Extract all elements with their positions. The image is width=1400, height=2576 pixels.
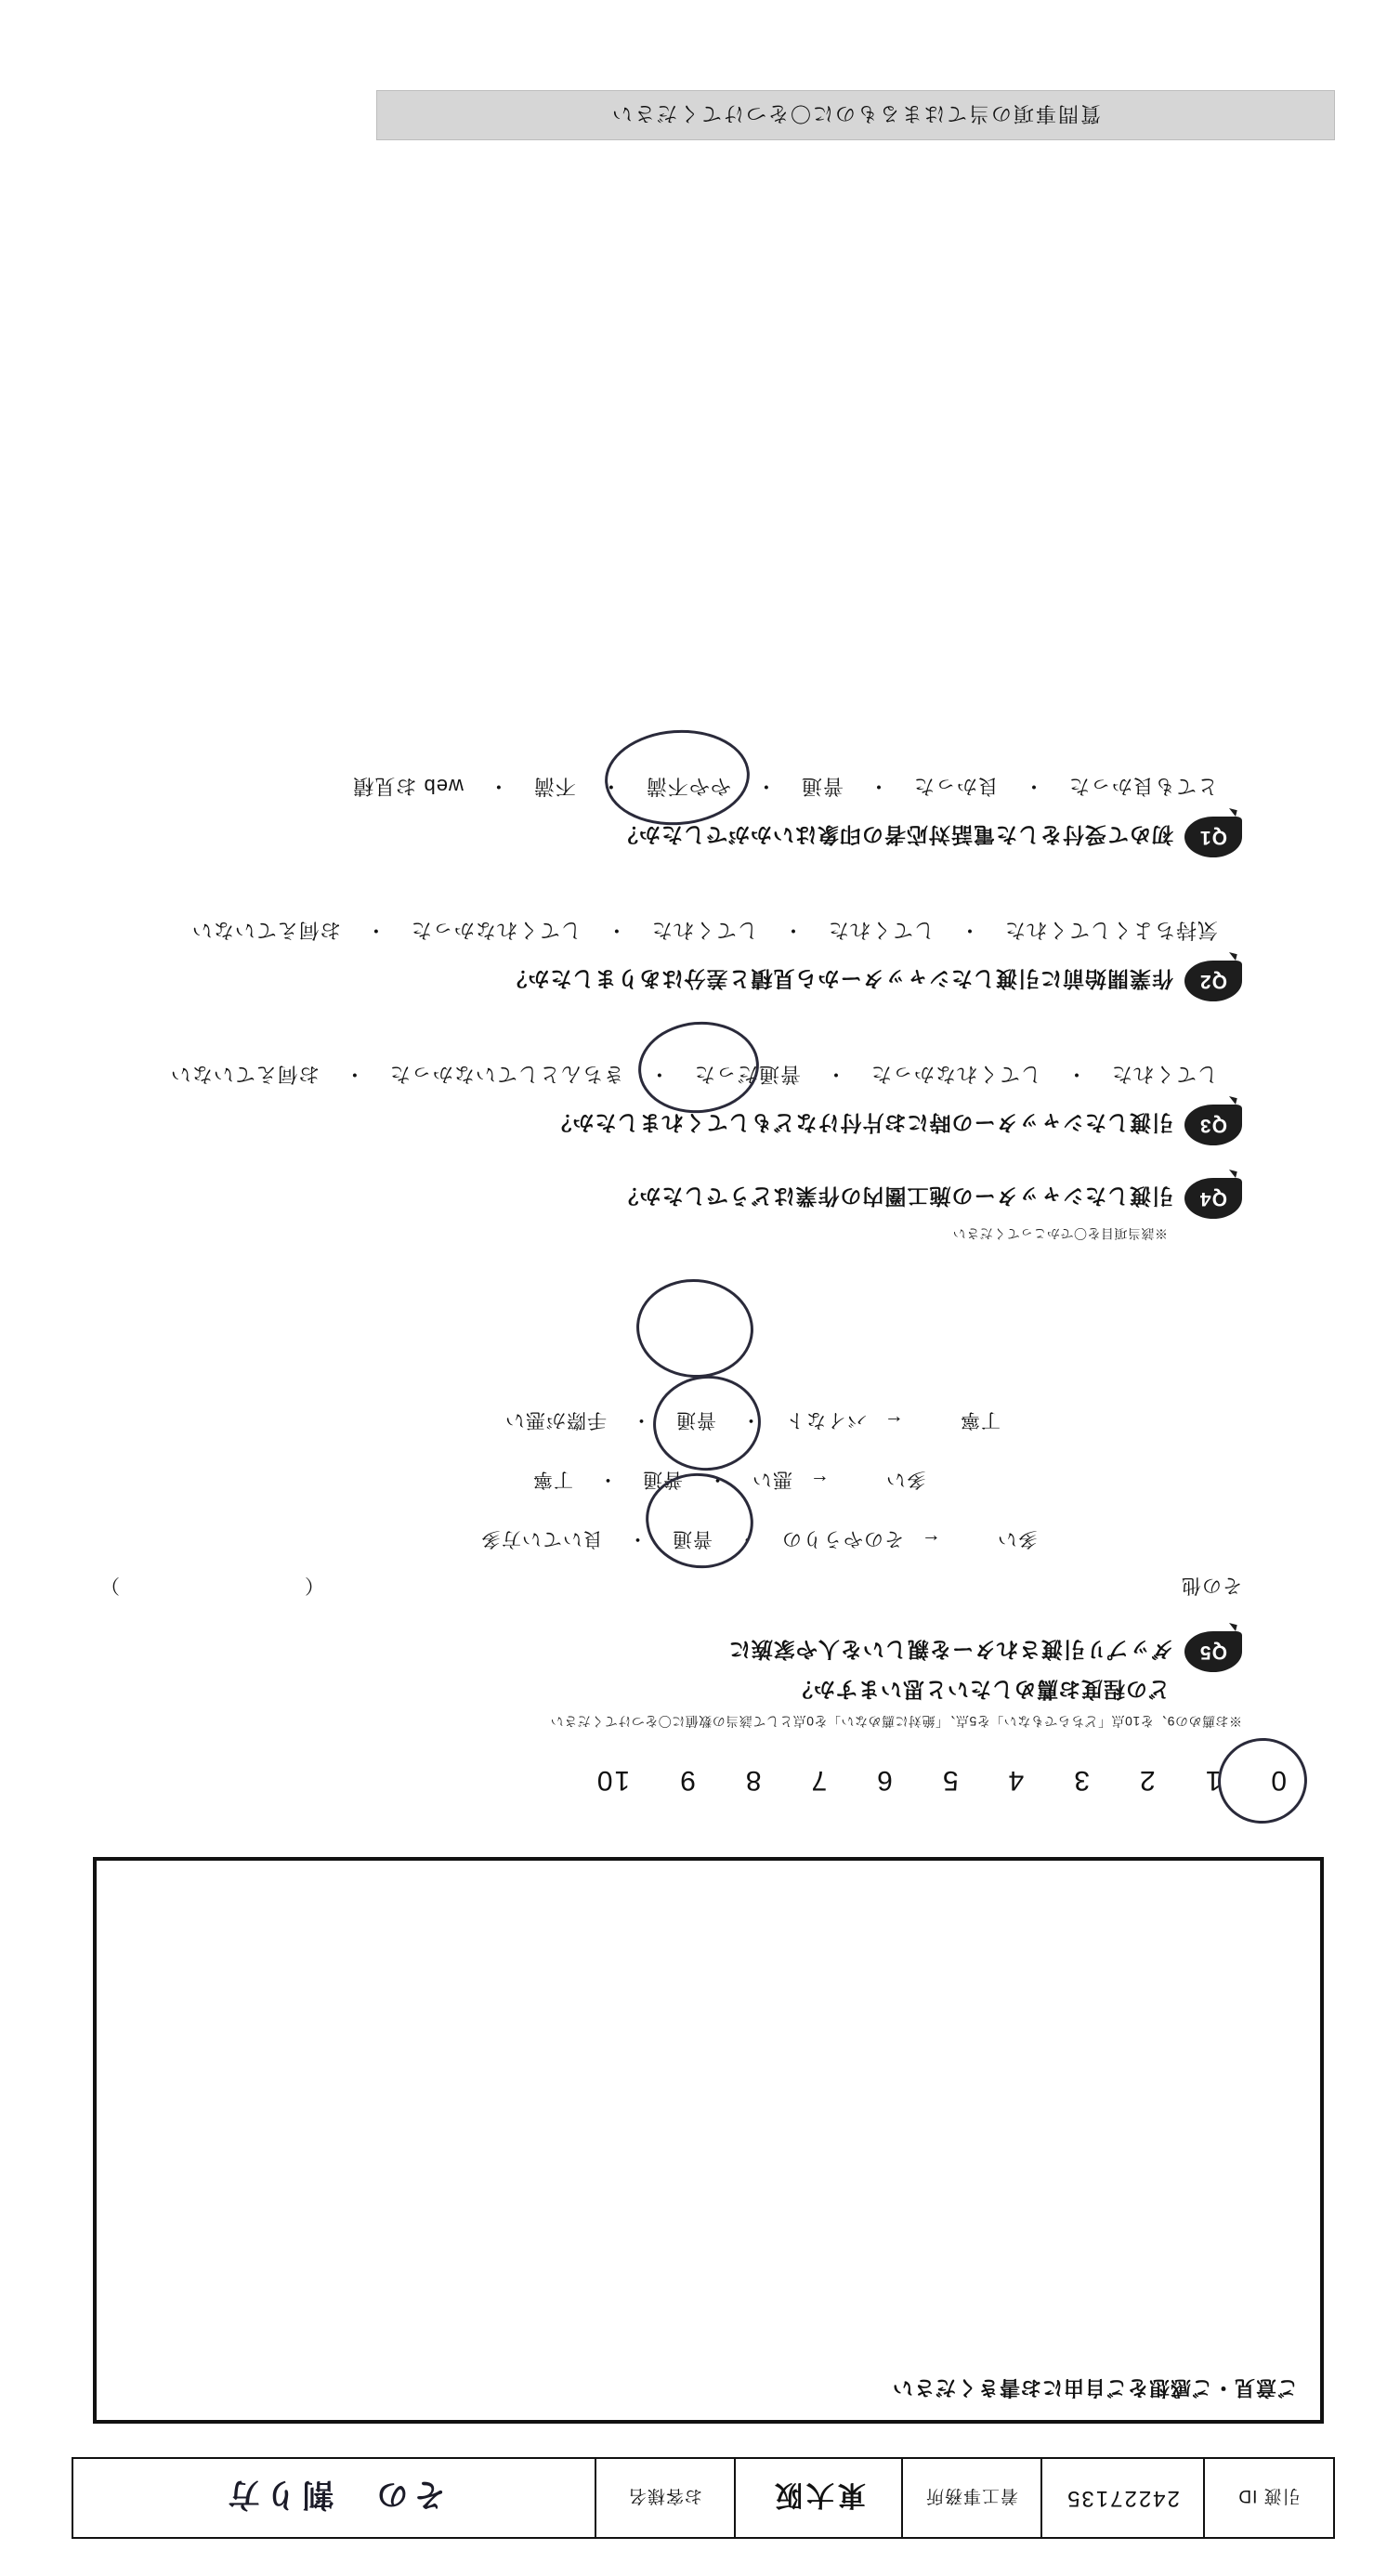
q5-scale-3[interactable]: 3	[1072, 1765, 1090, 1796]
q4-row-3-lead: 丁寧	[960, 1409, 1001, 1431]
header-table	[72, 2457, 1335, 2539]
comment-box[interactable]	[93, 1857, 1324, 2424]
header-office-label: 着工事務所	[901, 2459, 1040, 2537]
q5-scale-6[interactable]: 6	[875, 1765, 893, 1796]
question-q1: Q1 初めて受付をした電話対応者の印象はいかがでしたか？ とても良かった ・ 良かった ・ 普通 ・ やや不満 ・ 不満 ・ web お見積	[90, 773, 1242, 857]
q4-row-1-arrow: ←	[921, 1530, 941, 1551]
header-id-label: 引渡 ID	[1203, 2459, 1333, 2537]
q2-text: 作業開始前に引渡したシャッターから見積と差分はありましたか？	[504, 967, 1173, 992]
q5-scale[interactable]	[595, 1764, 1287, 1796]
comment-box-label: ご意見・ご感想をご自由にお書きください	[891, 2376, 1298, 2399]
q1-opt-5[interactable]: 不満	[532, 775, 576, 798]
q5-badge: Q5	[1184, 1631, 1242, 1672]
q4-row-1: 多い ← そのやうりの ・ 普通 ・ 良いてい方多	[90, 1526, 1038, 1554]
q4-note: ※該当項目を〇でかこってください	[952, 1226, 1168, 1241]
q3-opt-2[interactable]: してくれなかった	[870, 1063, 1041, 1086]
question-q4	[109, 1178, 1242, 1252]
q3-opt-4[interactable]: きちんとしていなかった	[388, 1063, 624, 1086]
q4-row-3: 丁寧 ← バイなト ・ 普通 ・ 手際が悪い	[90, 1407, 1001, 1435]
q3-text: 引渡したシャッターの時にお片付けなどもしてくれましたか？	[549, 1111, 1173, 1136]
q3-opt-5[interactable]: お伺えていない	[169, 1063, 320, 1086]
q5-scale-10[interactable]: 10	[595, 1765, 631, 1796]
q1-opt-1[interactable]: とても良かった	[1067, 775, 1218, 798]
q4-row-2-opt-3[interactable]: 丁寧	[532, 1469, 573, 1490]
q4-row-1-opt-3[interactable]: 良いてい方多	[480, 1528, 603, 1550]
question-q5	[127, 1631, 1242, 1740]
q3-badge: Q3	[1184, 1105, 1242, 1145]
q4-row-3-arrow: ←	[883, 1411, 904, 1432]
q2-opt-4[interactable]: してくれなかった	[410, 919, 582, 942]
header-id-value: 24227135	[1040, 2459, 1203, 2537]
q4-other-row	[99, 1573, 1242, 1601]
q2-opt-5[interactable]: お伺えていない	[190, 919, 341, 942]
q2-opt-2[interactable]: してくれた	[827, 919, 935, 942]
q1-badge: Q1	[1184, 817, 1242, 857]
q4-row-3-opt-1[interactable]: バイなト	[785, 1409, 867, 1431]
q5-scale-9[interactable]: 9	[678, 1765, 696, 1796]
q1-opt-2[interactable]: 良かった	[912, 775, 999, 798]
q1-text: 初めて受付をした電話対応者の印象はいかがでしたか？	[616, 823, 1173, 848]
q2-opt-1[interactable]: 気持ちよくしてくれた	[1003, 919, 1218, 942]
q5-scale-1[interactable]: 1	[1203, 1765, 1222, 1796]
q4-row-3-opt-2[interactable]: 普通	[675, 1409, 716, 1431]
q4-badge: Q4	[1184, 1178, 1242, 1219]
header-customer-value: その 割り方	[222, 2476, 446, 2514]
q4-row-1-opt-2[interactable]: 普通	[672, 1528, 713, 1550]
q3-opt-1[interactable]: してくれた	[1110, 1063, 1218, 1086]
q4-row-3-opt-3[interactable]: 手際が悪い	[504, 1409, 607, 1431]
q2-opt-3[interactable]: してくれた	[650, 919, 758, 942]
q5-scale-0[interactable]: 0	[1269, 1765, 1287, 1796]
q4-other-label: その他	[1181, 1575, 1242, 1596]
q4-row-2-opt-2[interactable]: 普通	[642, 1469, 683, 1490]
q5-text-line: どの程度お薦めしたいと思いますか？	[791, 1678, 1170, 1702]
q1-opt-6[interactable]: web お見積	[352, 775, 464, 798]
q5-scale-4[interactable]: 4	[1006, 1765, 1025, 1796]
question-q2: Q2 作業開始前に引渡したシャッターから見積と差分はありましたか？ 気持ちよくしてくれた ・ してくれた ・ してくれた ・ してくれなかった ・ お伺えていない	[90, 917, 1242, 1001]
q5-scale-2[interactable]: 2	[1137, 1765, 1156, 1796]
instruction-banner: 質問事項の当てはまるものに〇をつけてください	[376, 90, 1335, 140]
q4-row-3-circle	[633, 1275, 756, 1382]
q4-row-2-opt-1[interactable]: 悪い	[752, 1469, 792, 1490]
q5-note: ※お薦めの9、を10点「どちらでもない」を5点、「絶対に薦めない」を0点として該当の数値に〇をつけてください	[550, 1714, 1242, 1729]
q2-badge: Q2	[1184, 961, 1242, 1001]
q5-scale-5[interactable]: 5	[940, 1765, 959, 1796]
q4-rows	[90, 1407, 1038, 1554]
page-inner	[53, 40, 1344, 2539]
q5-scale-7[interactable]: 7	[809, 1765, 828, 1796]
q5-scale-8[interactable]: 8	[743, 1765, 762, 1796]
q1-opt-3[interactable]: 普通	[800, 775, 844, 798]
q4-row-2: 多い ← 悪い ・ 普通 ・ 丁寧	[90, 1467, 926, 1495]
q4-row-1-lead: 多い	[997, 1528, 1038, 1550]
q1-opt-4[interactable]: やや不満	[645, 775, 731, 798]
q4-row-2-arrow: ←	[809, 1471, 830, 1492]
question-q3: Q3 引渡したシャッターの時にお片付けなどもしてくれましたか？ してくれた ・ してくれなかった ・ 普通だった ・ きちんとしていなかった ・ お伺えていない	[90, 1061, 1242, 1145]
q4-row-2-lead: 多い	[885, 1469, 926, 1490]
q4-row-1-opt-1[interactable]: そのやうりの	[781, 1528, 904, 1550]
q3-opt-3[interactable]: 普通だった	[693, 1063, 801, 1086]
q4-other-value[interactable]: （ ）	[99, 1575, 324, 1596]
header-customer-label: お客様名	[595, 2459, 734, 2537]
q4-text: 引渡したシャッターの施工圏内の作業はどうでしたか？	[616, 1184, 1173, 1210]
q5-text: ダップリ引渡されターを親しいを人や家族に	[727, 1638, 1173, 1663]
header-office-value: 東大阪	[734, 2459, 901, 2537]
